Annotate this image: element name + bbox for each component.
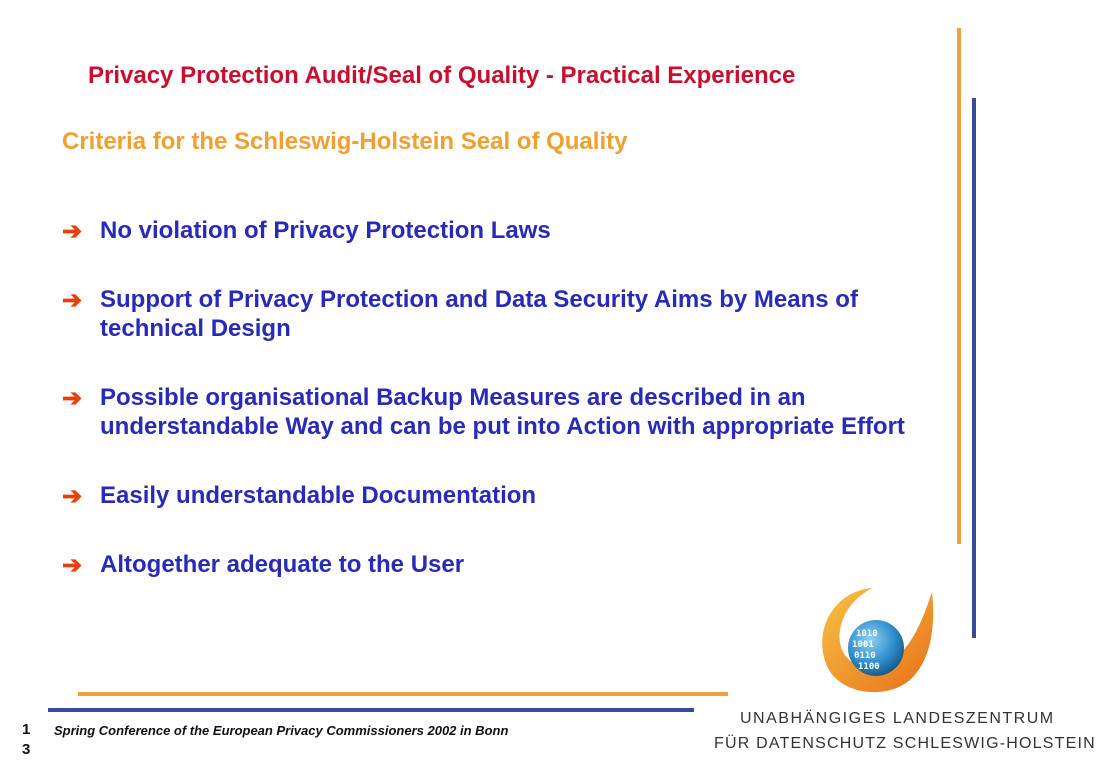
organization-name-line1: UNABHÄNGIGES LANDESZENTRUM — [740, 710, 1055, 727]
slide-subtitle: Criteria for the Schleswig-Holstein Seal of Quality — [62, 128, 628, 155]
binary-text: 0110 — [854, 651, 876, 661]
horizontal-accent-blue — [48, 708, 694, 712]
bullet-text: No violation of Privacy Protection Laws — [100, 217, 551, 244]
bullet-text: Easily understandable Documentation — [100, 482, 537, 509]
bullet-text: Support of Privacy Protection and Data Security Aims by Means of technical Design — [100, 286, 858, 342]
page-number: 13 — [22, 721, 31, 758]
criteria-list — [62, 216, 952, 619]
vertical-accent-orange — [957, 28, 961, 544]
binary-text: 1100 — [858, 662, 880, 672]
list-item — [62, 481, 952, 510]
bullet-text: Altogether adequate to the User — [100, 551, 465, 578]
list-item — [62, 216, 952, 245]
binary-text: 1010 — [856, 629, 878, 639]
list-item — [62, 285, 952, 343]
arrow-right-icon: ➔ — [62, 385, 83, 412]
arrow-right-icon: ➔ — [62, 483, 83, 510]
vertical-accent-blue — [972, 98, 976, 638]
footer-conference: Spring Conference of the European Privacy Commissioners 2002 in Bonn — [54, 723, 509, 738]
data-protection-seal-icon — [812, 584, 940, 700]
arrow-right-icon: ➔ — [62, 218, 83, 245]
list-item — [62, 550, 952, 579]
binary-text: 1001 — [852, 640, 874, 650]
slide-title: Privacy Protection Audit/Seal of Quality - Practical Experience — [88, 62, 796, 89]
bullet-text: Possible organisational Backup Measures are described in an understandable Way and can be put into Action with appropriate Effort — [100, 384, 905, 440]
horizontal-accent-orange — [78, 692, 728, 696]
arrow-right-icon: ➔ — [62, 552, 83, 579]
arrow-right-icon: ➔ — [62, 287, 83, 314]
list-item — [62, 383, 952, 441]
organization-name-line2: FÜR DATENSCHUTZ SCHLESWIG-HOLSTEIN — [714, 735, 1096, 752]
